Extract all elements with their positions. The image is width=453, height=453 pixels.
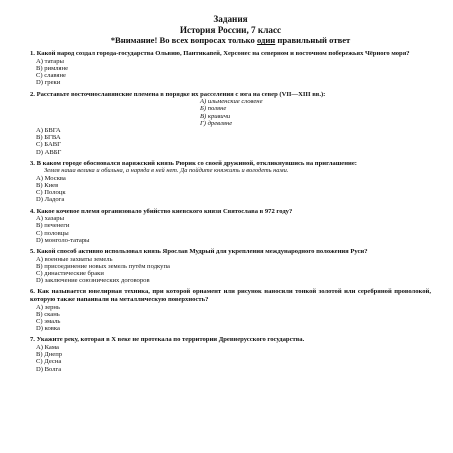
- worksheet-header: [30, 14, 431, 35]
- question-3: [30, 160, 431, 204]
- question-7-option-b[interactable]: В) Днепр: [36, 351, 63, 359]
- question-5-option-a[interactable]: А) военные захваты земель: [36, 255, 113, 263]
- question-3-option-d[interactable]: D) Ладога: [36, 196, 65, 204]
- question-1-option-a[interactable]: А) татары: [36, 57, 64, 65]
- question-4-option-a[interactable]: А) хазары: [36, 215, 65, 223]
- question-2-tribe-c: В) кривичи: [200, 112, 231, 120]
- attention-note: [30, 35, 431, 45]
- worksheet-title: Задания: [213, 14, 248, 24]
- question-3-option-b[interactable]: В) Киев: [36, 182, 59, 190]
- question-5: [30, 248, 431, 284]
- question-4-options: [30, 215, 431, 244]
- question-3-option-c[interactable]: С) Полоцк: [36, 189, 66, 197]
- question-2-option-b[interactable]: В) БГВА: [36, 134, 61, 142]
- question-4-text: 4. Какое кочевое племя организовало убийство киевского князя Святослава в 972 году?: [30, 207, 293, 215]
- question-6-option-b[interactable]: В) скань: [36, 310, 60, 318]
- question-2-tribe-a: А) ильменские словене: [200, 98, 263, 106]
- question-4-option-d[interactable]: D) монголо-татары: [36, 236, 90, 244]
- attention-note-underlined: один: [256, 35, 276, 46]
- question-2-text: 2. Расставьте восточнославянские племена в порядке их расселения с юга на север (VII—XIII вв.):: [30, 90, 326, 98]
- question-1-option-d[interactable]: D) греки: [36, 79, 61, 87]
- question-1: [30, 50, 431, 86]
- question-1-option-b[interactable]: В) римляне: [36, 64, 69, 72]
- worksheet-subtitle: История России, 7 класс: [179, 24, 282, 35]
- attention-note-prefix: *Внимание! Во всех вопросах только: [110, 35, 257, 46]
- question-2-tribe-b: Б) поляне: [200, 105, 227, 113]
- question-3-text: 3. В каком городе обосновался варяжский князь Рюрик со своей дружиной, откликнувшись на приглашение:: [30, 159, 357, 167]
- question-5-options: [30, 256, 431, 285]
- question-4-option-c[interactable]: С) половцы: [36, 229, 69, 237]
- question-7-option-d[interactable]: D) Волга: [36, 365, 62, 373]
- question-7-option-c[interactable]: С) Десна: [36, 358, 62, 366]
- question-2-option-a[interactable]: А) БВГА: [36, 127, 61, 134]
- question-6: [30, 288, 431, 332]
- question-5-option-d[interactable]: D) заключение союзнических договоров: [36, 277, 150, 285]
- question-6-option-d[interactable]: D) ковка: [36, 325, 60, 333]
- question-7-text: 7. Укажите реку, которая в X веке не протекала по территории Древнерусского государства.: [30, 336, 305, 344]
- question-2-option-d[interactable]: D) АВБГ: [36, 148, 62, 156]
- question-1-options: [30, 58, 431, 87]
- question-6-option-a[interactable]: А) зернь: [36, 303, 60, 311]
- question-3-quote: Земля наша велика и обильна, а наряда в ней нет. Да пойдите княжить и володеть нами.: [44, 167, 289, 175]
- question-5-option-c[interactable]: С) династические браки: [36, 270, 104, 278]
- question-6-text: 6. Как называется ювелирная техника, при которой орнамент или рисунок наносили тонкой золотой или серебряной проволокой, которую также напаивали на металлическую поверхность?: [30, 288, 431, 304]
- question-2-options: [30, 127, 431, 156]
- question-7-option-a[interactable]: А) Кама: [36, 344, 59, 352]
- question-1-option-c[interactable]: С) славяне: [36, 72, 66, 80]
- question-2-tribes: [30, 98, 431, 127]
- question-3-option-a[interactable]: А) Москва: [36, 174, 66, 182]
- question-7: [30, 336, 431, 372]
- attention-note-suffix: правильный ответ: [275, 35, 351, 46]
- question-6-options: [30, 304, 431, 333]
- question-7-options: [30, 344, 431, 373]
- question-1-text: 1. Какой народ создал города-государства Ольвию, Пантикапей, Херсонес на северном и восточном побережьях Чёрного моря?: [30, 50, 410, 58]
- question-5-option-b[interactable]: В) присоединение новых земель путём подкупа: [36, 262, 170, 270]
- question-5-text: 5. Какой способ активно использовал князь Ярослав Мудрый для укрепления международного положения Руси?: [30, 248, 368, 256]
- question-6-option-c[interactable]: С) эмаль: [36, 318, 61, 326]
- question-2-tribe-d: Г) древляне: [200, 119, 233, 127]
- question-2-option-c[interactable]: С) БАВГ: [36, 141, 61, 149]
- question-2: [30, 91, 431, 156]
- question-4-option-b[interactable]: В) печенеги: [36, 222, 70, 230]
- question-3-options: [30, 175, 431, 204]
- question-4: [30, 208, 431, 244]
